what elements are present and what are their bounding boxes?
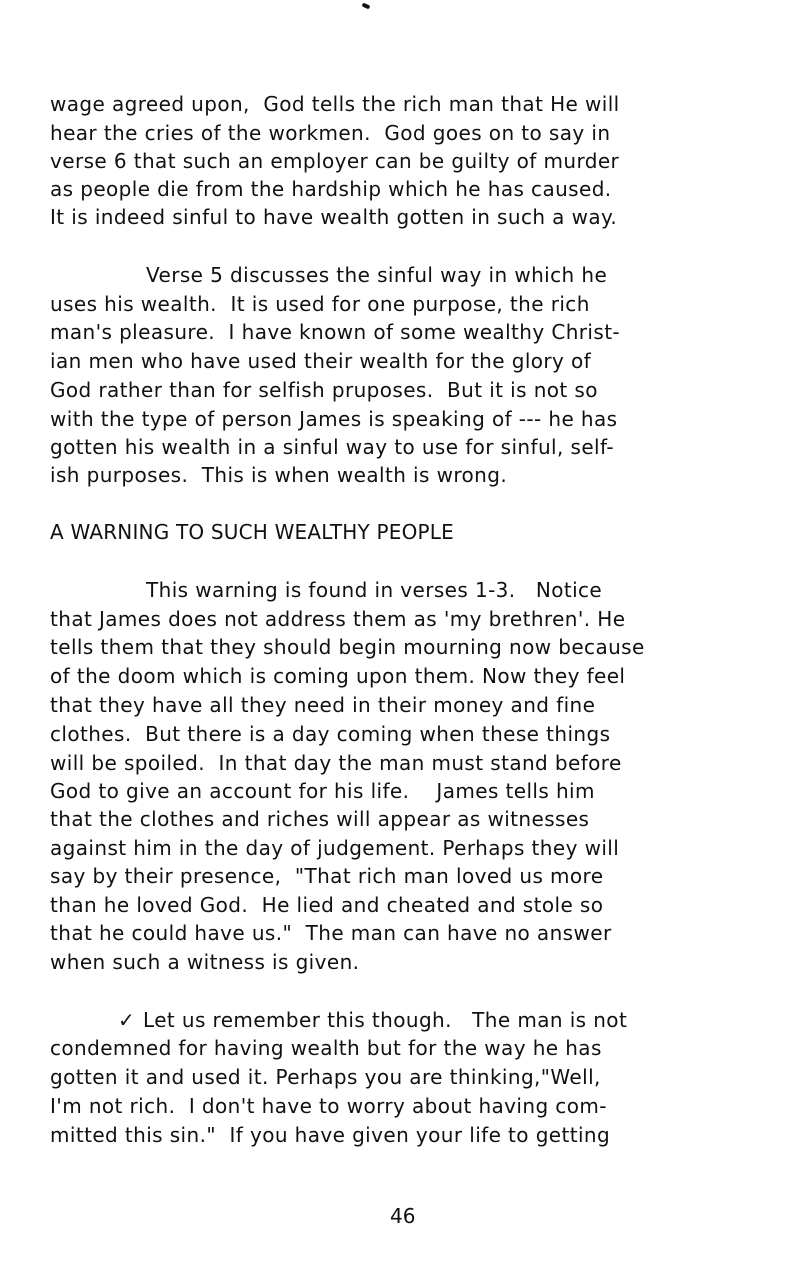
page-number: 46 [390,1204,416,1228]
paragraph-3-line-5: that they have all they need in their money and fine [50,693,596,717]
paragraph-1-line-1: wage agreed upon, God tells the rich man that He will [50,92,620,116]
paragraph-1-line-3: verse 6 that such an employer can be guilty of murder [50,149,620,173]
paragraph-2-line-1: Verse 5 discusses the sinful way in which he [146,263,608,287]
paragraph-1-line-2: hear the cries of the workmen. God goes on to say in [50,121,611,145]
paragraph-3-line-13: that he could have us." The man can have no answer [50,921,612,945]
paragraph-2-line-5: God rather than for selfish pruposes. But it is not so [50,378,598,402]
paragraph-3-line-3: tells them that they should begin mourning now because [50,635,645,659]
paragraph-4-line-2: condemned for having wealth but for the way he has [50,1036,602,1060]
paragraph-3-line-9: that the clothes and riches will appear as witnesses [50,807,590,831]
scan-artifact-mark [362,2,371,9]
paragraph-2-line-2: uses his wealth. It is used for one purpose, the rich [50,292,590,316]
paragraph-3-line-10: against him in the day of judgement. Perhaps they will [50,836,620,860]
paragraph-3-line-12: than he loved God. He lied and cheated and stole so [50,893,604,917]
paragraph-3-line-14: when such a witness is given. [50,950,360,974]
paragraph-2-line-7: gotten his wealth in a sinful way to use for sinful, self- [50,435,614,459]
paragraph-1-line-4: as people die from the hardship which he has caused. [50,177,612,201]
paragraph-2-line-6: with the type of person James is speaking of --- he has [50,407,618,431]
paragraph-2-line-4: ian men who have used their wealth for the glory of [50,349,592,373]
paragraph-4-line-1: Let us remember this though. The man is not [143,1008,628,1032]
section-heading: A WARNING TO SUCH WEALTHY PEOPLE [50,520,454,544]
paragraph-3-line-11: say by their presence, "That rich man loved us more [50,864,604,888]
paragraph-1-line-5: It is indeed sinful to have wealth gotten in such a way. [50,205,618,229]
paragraph-4-line-5: mitted this sin." If you have given your life to getting [50,1123,611,1147]
paragraph-3-line-7: will be spoiled. In that day the man must stand before [50,751,622,775]
paragraph-2-line-3: man's pleasure. I have known of some wealthy Christ- [50,320,621,344]
paragraph-4-line-3: gotten it and used it. Perhaps you are thinking,"Well, [50,1065,601,1089]
marginal-check-mark: ✓ [118,1008,135,1032]
paragraph-3-line-1: This warning is found in verses 1-3. Notice [146,578,603,602]
paragraph-3-line-8: God to give an account for his life. James tells him [50,779,595,803]
paragraph-3-line-2: that James does not address them as 'my brethren'. He [50,607,626,631]
paragraph-2-line-8: ish purposes. This is when wealth is wrong. [50,463,508,487]
paragraph-4-line-4: I'm not rich. I don't have to worry about having com- [50,1094,607,1118]
paragraph-3-line-4: of the doom which is coming upon them. Now they feel [50,664,626,688]
paragraph-3-line-6: clothes. But there is a day coming when these things [50,722,611,746]
